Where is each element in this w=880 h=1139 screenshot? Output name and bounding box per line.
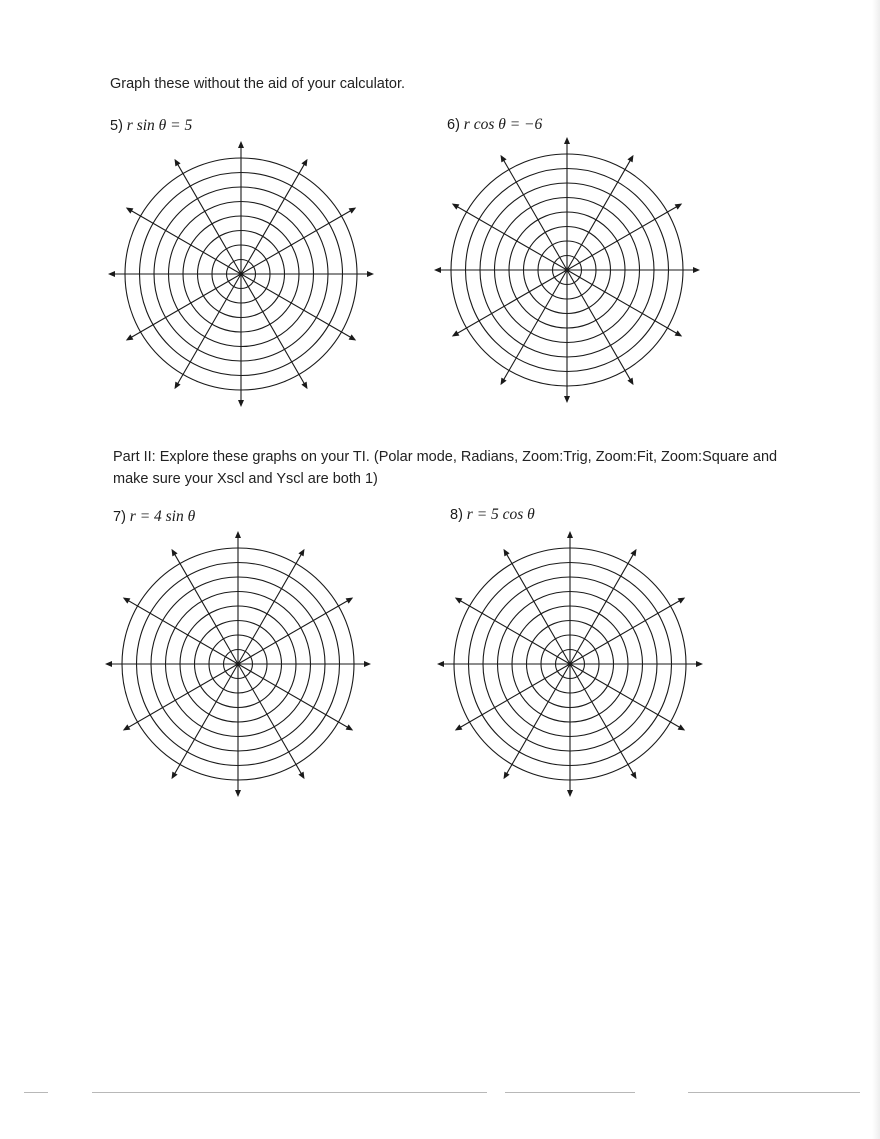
grid-spoke [241, 162, 305, 274]
arrowhead-icon [564, 137, 570, 144]
scan-edge-line [92, 1092, 487, 1093]
problem-equation: r cos θ = −6 [463, 116, 543, 133]
grid-spoke [174, 552, 238, 664]
polar-grid-5[interactable] [101, 134, 381, 414]
arrowhead-icon [298, 549, 304, 557]
part-two-line-1: Part II: Explore these graphs on your TI. (Polar mode, Radians, Zoom:Trig, Zoom:Fit, Zoom:Square and [113, 449, 778, 465]
problem-equation: r = 4 sin θ [129, 508, 196, 525]
arrowhead-icon [123, 598, 131, 604]
grid-spoke [174, 664, 238, 776]
grid-spoke [241, 210, 353, 274]
arrowhead-icon [123, 724, 131, 730]
grid-spoke [506, 552, 570, 664]
arrowhead-icon [564, 396, 570, 403]
problem-number: 7) [113, 509, 126, 525]
arrowhead-icon [364, 661, 371, 667]
arrowhead-icon [675, 204, 683, 210]
part-two-instructions [113, 446, 813, 490]
grid-spoke [126, 664, 238, 728]
arrowhead-icon [693, 267, 700, 273]
problem-5-label [110, 117, 192, 135]
polar-grid-8[interactable] [430, 524, 710, 804]
arrowhead-icon [172, 549, 178, 557]
problem-number: 8) [450, 507, 463, 523]
arrowhead-icon [126, 334, 134, 340]
scan-edge-line [505, 1092, 635, 1093]
grid-spoke [129, 210, 241, 274]
scan-edge-line [688, 1092, 860, 1093]
grid-spoke [238, 664, 350, 728]
arrowhead-icon [452, 204, 460, 210]
grid-spoke [503, 158, 567, 270]
arrowhead-icon [346, 724, 354, 730]
grid-spoke [458, 664, 570, 728]
arrowhead-icon [175, 159, 181, 167]
arrowhead-icon [175, 382, 181, 390]
arrowhead-icon [452, 330, 460, 336]
grid-spoke [570, 664, 634, 776]
problem-equation: r = 5 cos θ [466, 506, 535, 523]
problem-equation: r sin θ = 5 [126, 117, 193, 134]
arrowhead-icon [504, 549, 510, 557]
arrowhead-icon [238, 400, 244, 407]
grid-spoke [570, 600, 682, 664]
arrowhead-icon [235, 790, 241, 797]
arrowhead-icon [238, 141, 244, 148]
arrowhead-icon [627, 155, 633, 163]
arrowhead-icon [172, 772, 178, 780]
grid-spoke [238, 664, 302, 776]
arrowhead-icon [567, 790, 573, 797]
grid-spoke [567, 270, 679, 334]
grid-spoke [238, 552, 302, 664]
arrowhead-icon [434, 267, 441, 273]
problem-8-label [450, 506, 535, 524]
arrowhead-icon [346, 598, 354, 604]
arrowhead-icon [437, 661, 444, 667]
arrowhead-icon [108, 271, 115, 277]
arrowhead-icon [501, 155, 507, 163]
grid-spoke [458, 600, 570, 664]
grid-spoke [241, 274, 305, 386]
arrowhead-icon [630, 549, 636, 557]
arrowhead-icon [567, 531, 573, 538]
arrowhead-icon [301, 382, 307, 390]
arrowhead-icon [367, 271, 374, 277]
scan-edge-line [24, 1092, 48, 1093]
grid-spoke [570, 664, 682, 728]
grid-spoke [567, 270, 631, 382]
arrowhead-icon [501, 378, 507, 386]
grid-spoke [570, 552, 634, 664]
grid-spoke [567, 206, 679, 270]
grid-spoke [455, 270, 567, 334]
arrowhead-icon [301, 159, 307, 167]
polar-grid-6[interactable] [427, 130, 707, 410]
grid-spoke [503, 270, 567, 382]
arrowhead-icon [675, 330, 683, 336]
grid-spoke [129, 274, 241, 338]
problem-number: 5) [110, 118, 123, 134]
grid-spoke [177, 274, 241, 386]
problem-number: 6) [447, 117, 460, 133]
arrowhead-icon [349, 208, 357, 214]
arrowhead-icon [105, 661, 112, 667]
grid-spoke [567, 158, 631, 270]
arrowhead-icon [349, 334, 357, 340]
arrowhead-icon [455, 598, 463, 604]
grid-spoke [241, 274, 353, 338]
arrowhead-icon [504, 772, 510, 780]
page-edge-shadow [872, 0, 880, 1139]
grid-spoke [506, 664, 570, 776]
grid-spoke [177, 162, 241, 274]
arrowhead-icon [630, 772, 636, 780]
arrowhead-icon [455, 724, 463, 730]
arrowhead-icon [298, 772, 304, 780]
arrowhead-icon [627, 378, 633, 386]
grid-spoke [238, 600, 350, 664]
arrowhead-icon [678, 598, 686, 604]
grid-spoke [455, 206, 567, 270]
arrowhead-icon [235, 531, 241, 538]
arrowhead-icon [126, 208, 134, 214]
instructions-text: Graph these without the aid of your calculator. [110, 76, 406, 92]
polar-grid-7[interactable] [98, 524, 378, 804]
grid-spoke [126, 600, 238, 664]
arrowhead-icon [678, 724, 686, 730]
part-two-line-2: make sure your Xscl and Yscl are both 1) [113, 471, 378, 487]
arrowhead-icon [696, 661, 703, 667]
